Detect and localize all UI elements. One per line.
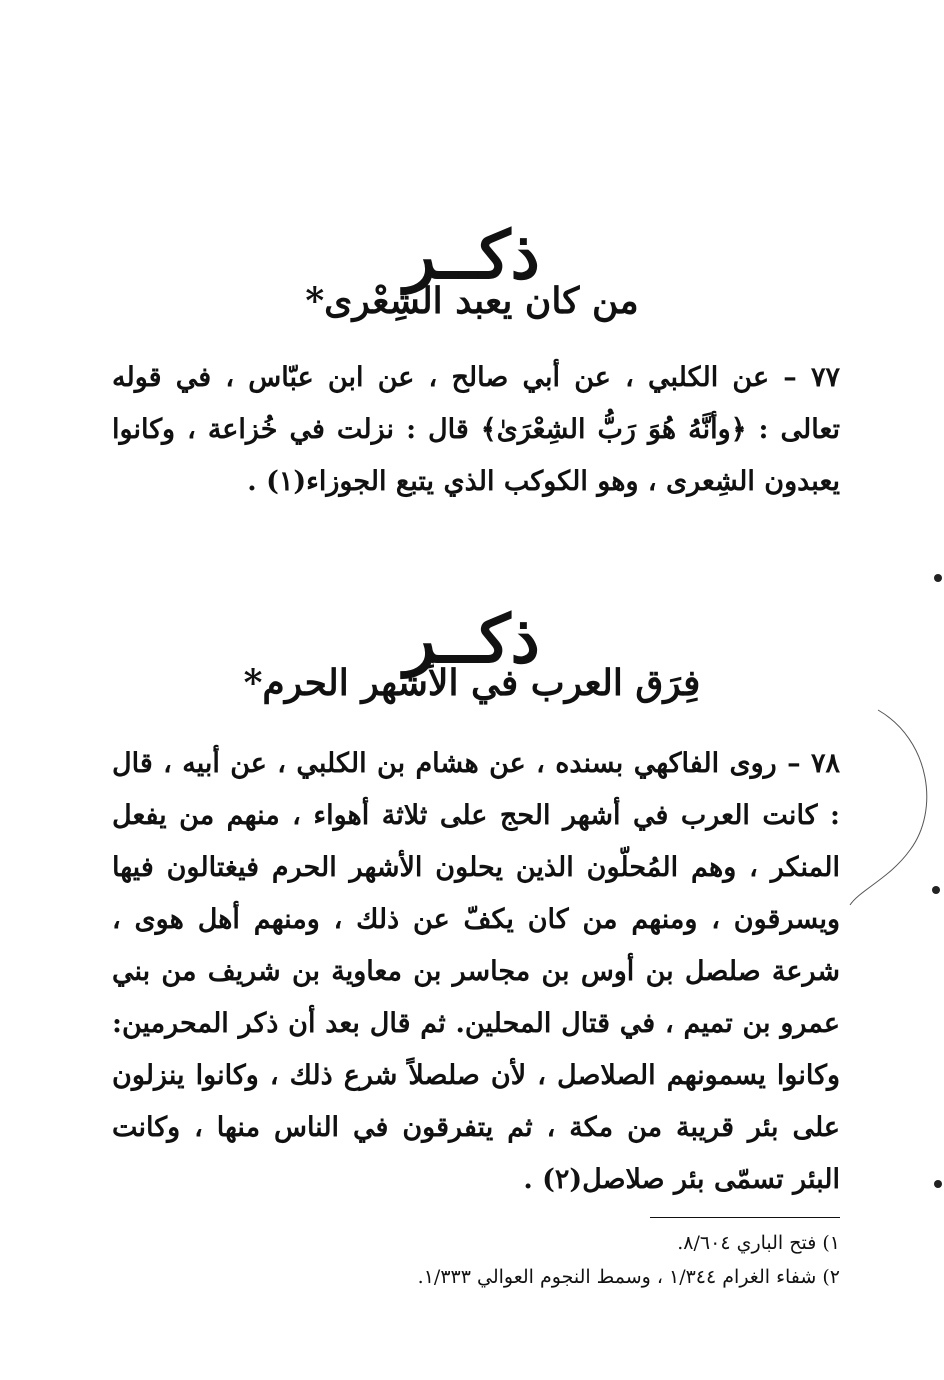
section-1-title: من كان يعبد الشِعْرى* [305,280,639,322]
footnote-2: ٢) شفاء الغرام ١/٣٤٤ ، وسمط النجوم العوالي ١/٣٣٣. [417,1266,840,1288]
scan-artifact-arc [820,700,944,910]
scan-mark-dot [934,574,942,582]
footnote-1: ١) فتح الباري ٨/٦٠٤. [677,1232,840,1254]
section-2-title: فِرَق العرب في الأشهر الحرم* [243,662,701,704]
section-2-paragraph: ٧٨ – روى الفاكهي بسنده ، عن هشام بن الكلبي ، عن أبيه ، قال : كانت العرب في أشهر الحج على ثلاثة أهواء ، منهم من يفعل المنكر ، وهم المُحلّون الذين يحلون الأشهر الحرم فيغتالون فيها ويسرقون ، ومنهم من كان يكفّ عن ذلك ، ومنهم أهل هوى ، شرعة صلصل بن أوس بن مجاسر بن معاوية بن شريف من بني عمرو بن تميم ، في قتال المحلين. ثم قال بعد أن ذكر المحرمين: وكانوا يسمونهم الصلاصل ، لأن صلصلاً شرع ذلك ، وكانوا ينزلون على بئر قريبة من مكة ، ثم يتفرقون في الناس منها ، وكانت البئر تسمّى بئر صلاصل(٢) . [112,748,840,1195]
scan-mark-dot [934,1180,942,1188]
footnote-divider [650,1217,840,1218]
section-1-paragraph: ٧٧ – عن الكلبي ، عن أبي صالح ، عن ابن عبّاس ، في قوله تعالى : ﴿وأنَّهُ هُوَ رَبُّ الشِعْرَىٰ﴾ قال : نزلت في خُزاعة ، وكانوا يعبدون الشِعرى ، وهو الكوكب الذي يتبع الجوزاء(١) . [112,362,840,497]
section-2-heading-dhikr: ذكــر [404,600,540,678]
section-1-heading-dhikr: ذكــر [404,216,540,294]
